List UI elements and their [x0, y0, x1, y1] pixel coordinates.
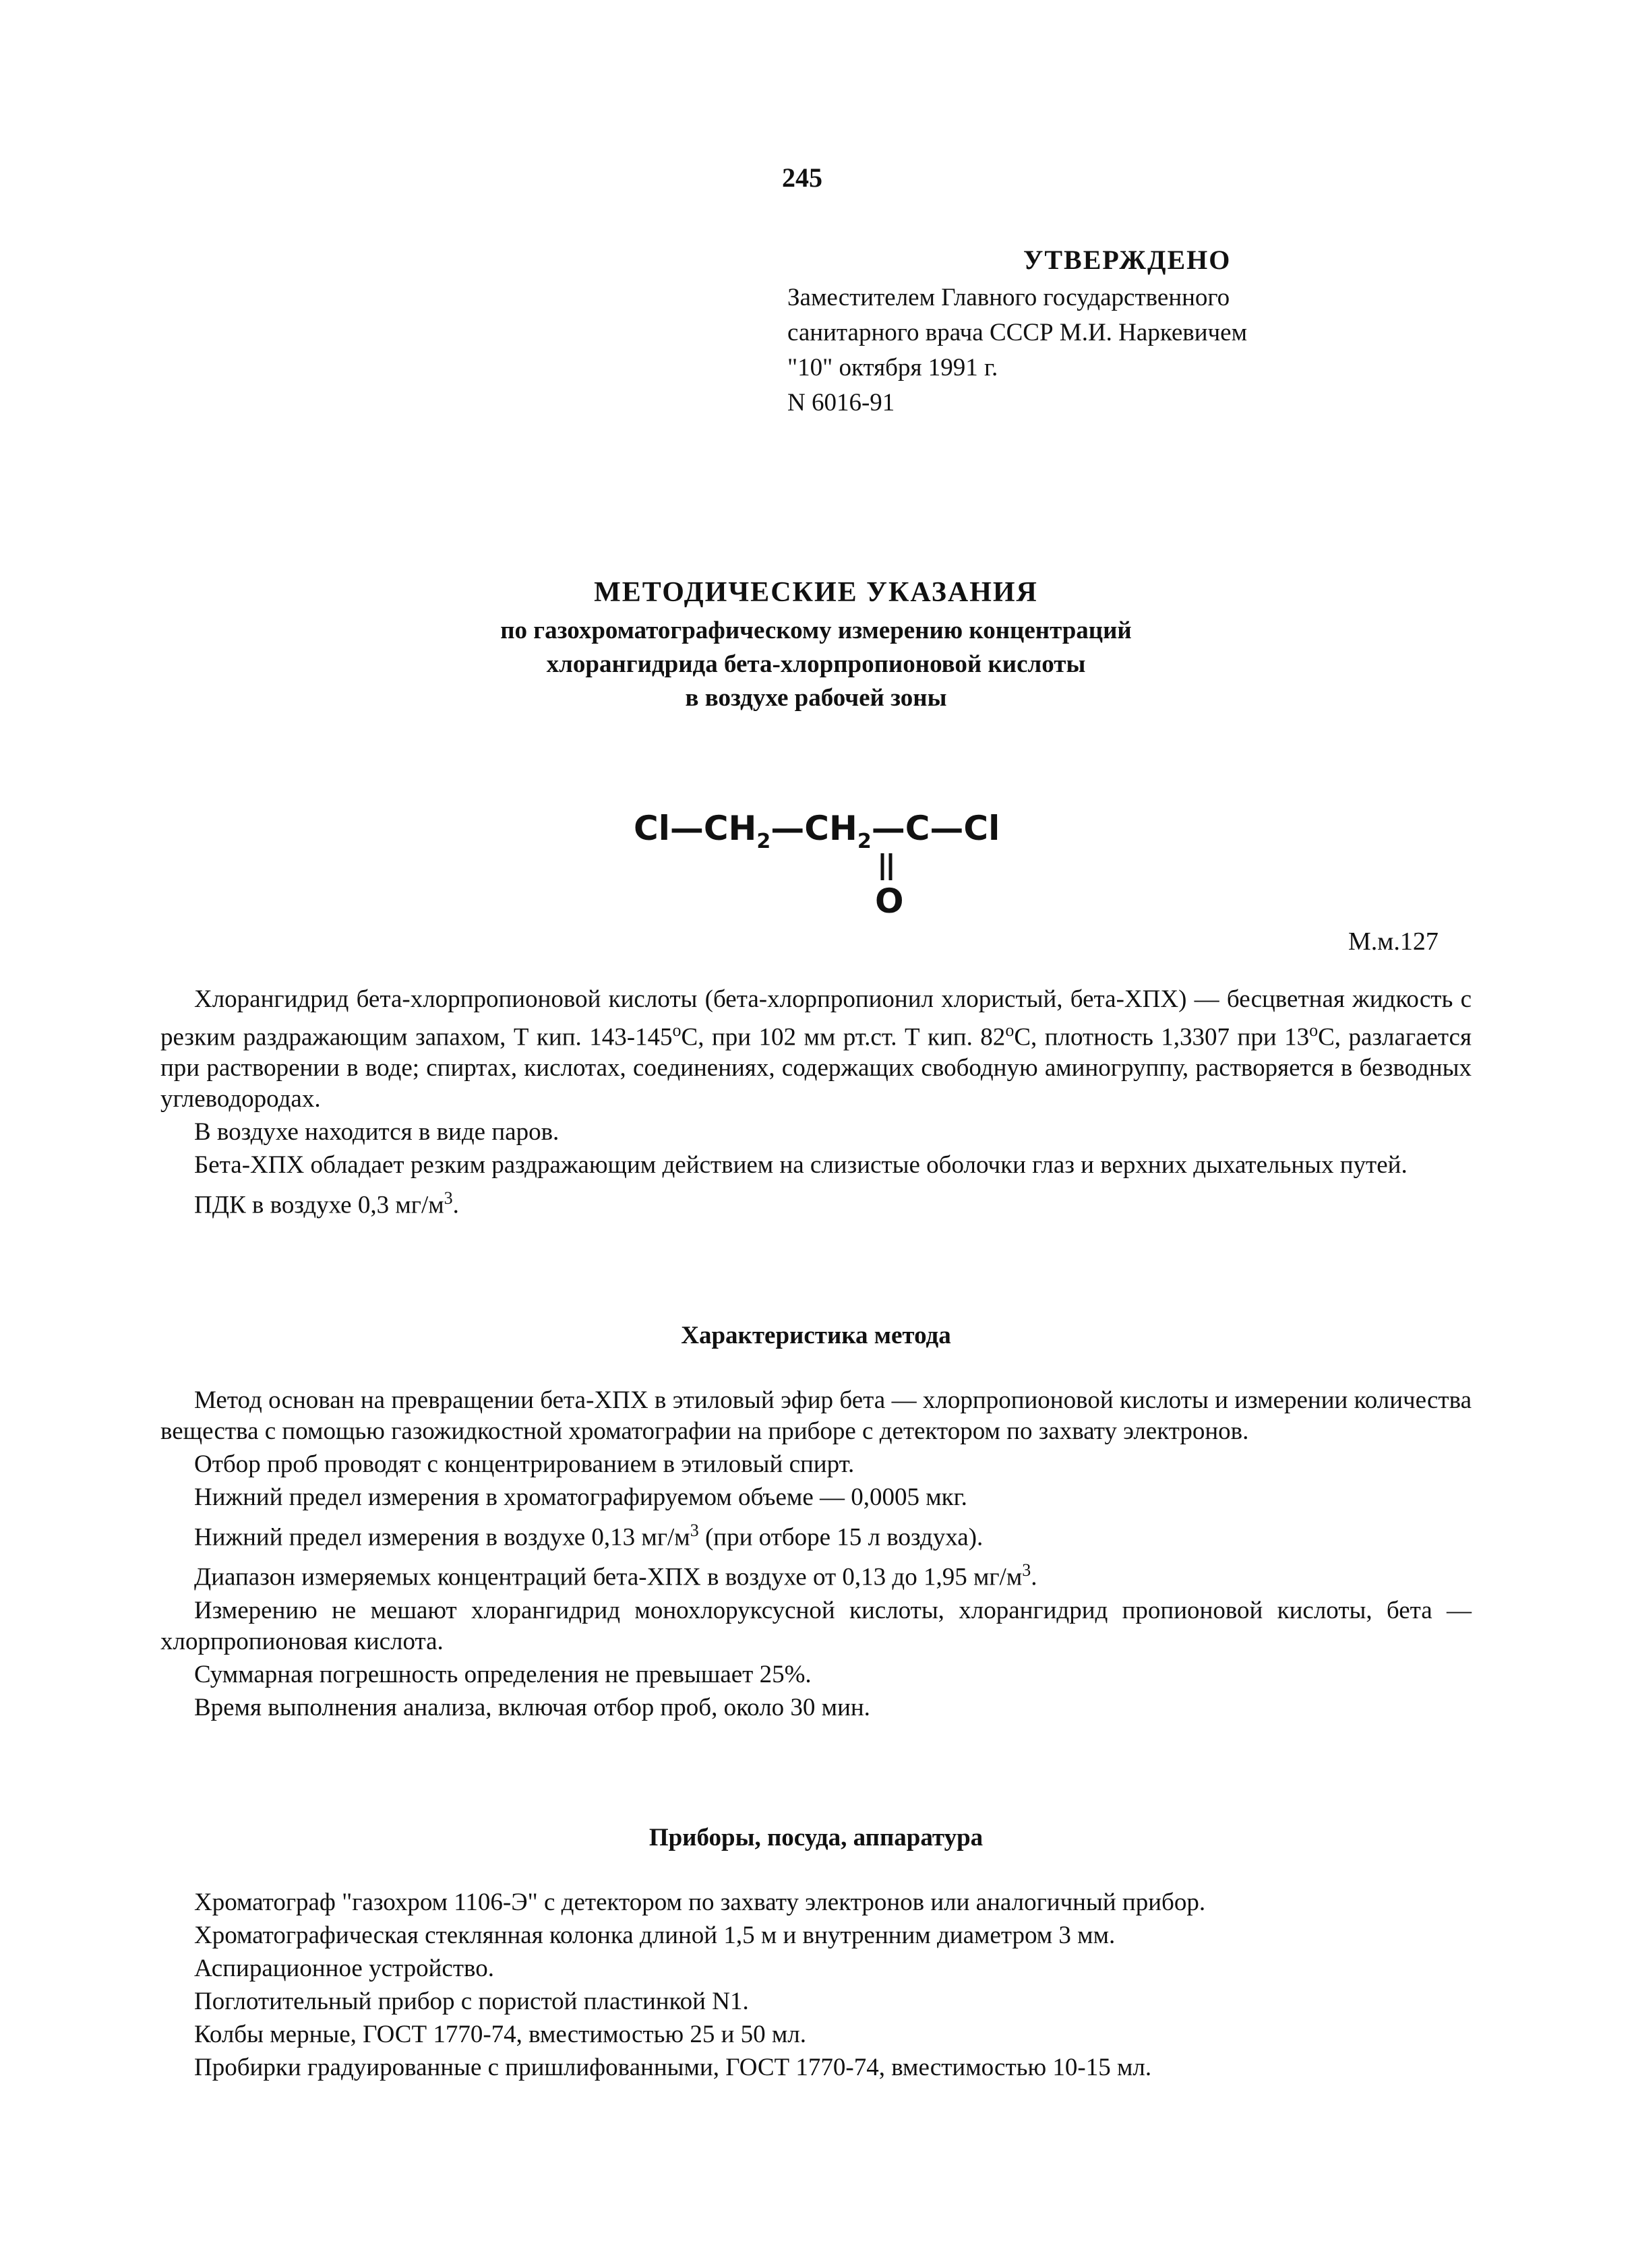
paragraph: Время выполнения анализа, включая отбор проб, около 30 мин.: [194, 1693, 870, 1721]
approval-title: УТВЕРЖДЕНО: [1023, 245, 1232, 275]
double-bond-icon: [873, 851, 900, 884]
paragraph: В воздухе находится в виде паров.: [194, 1118, 560, 1146]
formula-chain: $Cl—CH_2—CH_2—C—Cl$: [634, 809, 1000, 853]
title-line: хлорангидрида бета-хлорпропионовой кислоты: [546, 650, 1086, 678]
title-line: в воздухе рабочей зоны: [685, 684, 947, 712]
paragraph: Метод основан на превращении бета-ХПХ в этиловый эфир бета — хлорпропионовой кислоты и измерении количества вещества с помощью газожидкостной хроматографии на приборе с детектором по захвату электронов.: [160, 1386, 1472, 1445]
formula-subscript: 2: [756, 830, 771, 853]
page-number: 245: [782, 162, 822, 193]
method-text: [160, 1385, 1472, 1725]
intro-text: [160, 984, 1472, 1223]
approval-date: "10" октября 1991 г.: [787, 354, 998, 381]
equipment-list: [194, 1887, 1475, 2085]
approval-number: N 6016-91: [787, 389, 895, 417]
formula-atom: C: [905, 809, 930, 848]
paragraph: Нижний предел измерения в хроматографируемом объеме — 0,0005 мкг.: [194, 1483, 967, 1511]
approval-line: санитарного врача СССР М.И. Наркевичем: [787, 319, 1248, 346]
paragraph: Измерению не мешают хлорангидрид монохлоруксусной кислоты, хлорангидрид пропионовой кислоты, бета — хлорпропионовая кислота.: [160, 1596, 1472, 1655]
approval-line: Заместителем Главного государственного: [787, 284, 1230, 311]
formula-subscript: 2: [857, 830, 872, 853]
list-item: Аспирационное устройство.: [194, 1955, 494, 1982]
paragraph: Хлорангидрид бета-хлорпропионовой кислоты (бета-хлорпропионил хлористый, бета-ХПХ) — бесцветная жидкость с резким раздражающим запахом, Т кип. $143-145^оС$, при 102 мм рт.ст. Т кип. $82^оС$, плотность 1,3307 при $13^оС$, разлагается при растворении в воде; спиртах, кислотах, соединениях, содержащих свободную аминогруппу, растворяется в безводных углеводородах.: [160, 985, 1472, 1113]
list-item: Пробирки градуированные с пришлифованными, ГОСТ 1770-74, вместимостью 10-15 мл.: [194, 2054, 1152, 2081]
title-main: МЕТОДИЧЕСКИЕ УКАЗАНИЯ: [594, 577, 1038, 608]
formula-atom: Cl: [634, 809, 670, 848]
document-title: [0, 576, 1632, 715]
list-item: Поглотительный прибор с пористой пластинкой N1.: [194, 1988, 749, 2015]
formula-atom: Cl: [963, 809, 1000, 848]
formula-atom: CH: [804, 809, 857, 848]
structural-formula: [634, 809, 1011, 923]
formula-oxygen: O: [875, 882, 904, 921]
paragraph: Суммарная погрешность определения не превышает 25%.: [194, 1660, 812, 1688]
paragraph: Нижний предел измерения в воздухе 0,13 $мг/м^3$ (при отборе 15 л воздуха).: [194, 1521, 984, 1552]
title-line: по газохроматографическому измерению концентраций: [500, 617, 1132, 644]
list-item: Колбы мерные, ГОСТ 1770-74, вместимостью 25 и 50 мл.: [194, 2021, 807, 2048]
paragraph: ПДК в воздухе 0,3 $мг/м^3$.: [194, 1188, 459, 1219]
formula-atom: CH: [703, 809, 757, 848]
paragraph: Диапазон измеряемых концентраций бета-ХПХ в воздухе от 0,13 до 1,95 $мг/м^3$.: [194, 1560, 1037, 1591]
molecular-mass: М.м.127: [1348, 927, 1439, 956]
list-item: Хроматографическая стеклянная колонка длиной 1,5 м и внутренним диаметром 3 мм.: [194, 1922, 1116, 1949]
list-item: Хроматограф "газохром 1106-Э" с детектором по захвату электронов или аналогичный прибор.: [194, 1889, 1206, 1916]
paragraph: Бета-ХПХ обладает резким раздражающим действием на слизистые оболочки глаз и верхних дыхательных путей.: [194, 1151, 1408, 1179]
approval-block: [787, 243, 1428, 421]
section-title: Приборы, посуда, аппаратура: [648, 1824, 984, 1851]
paragraph: Отбор проб проводят с концентрированием в этиловый спирт.: [194, 1450, 855, 1478]
section-title: Характеристика метода: [681, 1322, 951, 1349]
